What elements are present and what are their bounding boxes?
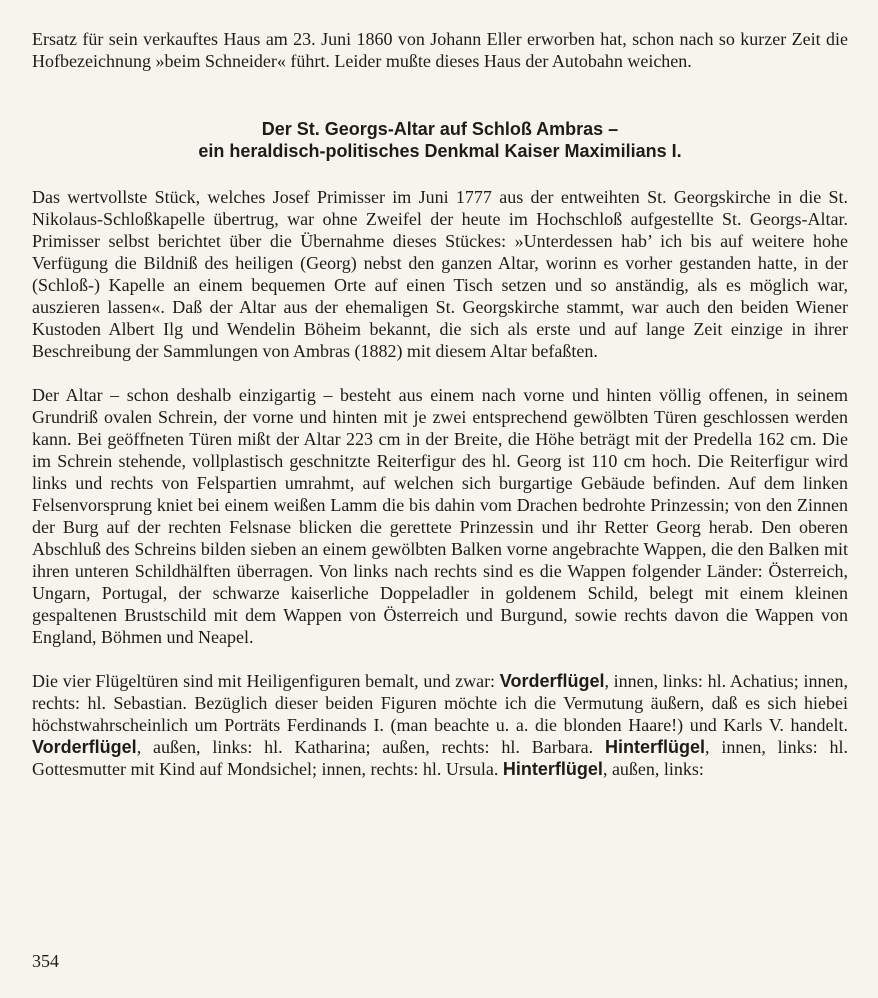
bold-term-hinterfluegel-2: Hinterflügel	[502, 759, 603, 779]
bold-term-hinterfluegel-1: Hinterflügel	[605, 737, 706, 757]
paragraph-2: Der Altar – schon deshalb einzigartig – besteht aus einem nach vorne und hinten völlig offenen, in seinem Grundriß ovalen Schrein, der vorne und hinten mit je zwei entsprechend gewölbten Türen geschlossen werden kann. Bei geöffneten Türen mißt der Altar 223 cm in der Breite, die Höhe beträgt mit der Predella 162 cm. Die im Schrein stehende, vollplastisch geschnitzte Reiterfigur des hl. Georg ist 110 cm hoch. Die Reiterfigur wird links und rechts von Felspartien umrahmt, auf welchen sich burgartige Gebäude befinden. Auf dem linken Felsenvorsprung kniet bei einem weißen Lamm die bis dahin vom Drachen bedrohte Prinzessin; von den Zinnen der Burg auf der rechten Felsnase blicken die gerettete Prinzessin und ihr Retter Georg herab. Den oberen Abschluß des Schreins bilden sieben an einem gewölbten Balken vorne angebrachte Wappen, die den Balken mit ihren unteren Schildhälften überragen. Von links nach rechts sind es die Wappen folgender Länder: Österreich, Ungarn, Portugal, der schwarze kaiserliche Doppeladler in goldenem Schild, belegt mit einem kleinen gespaltenen Brustschild mit dem Wappen von Österreich und Burgund, sowie rechts davon die Wappen von England, Böhmen und Neapel.	[32, 385, 848, 647]
bold-term-vorderfluegel-1: Vorderflügel	[499, 671, 605, 691]
intro-paragraph: Ersatz für sein verkauftes Haus am 23. Juni 1860 von Johann Eller erworben hat, schon nach so kurzer Zeit die Hofbezeichnung »beim Schneider« führt. Leider mußte dieses Haus der Autobahn weichen.	[32, 29, 848, 71]
heading-line-1: Der St. Georgs-Altar auf Schloß Ambras –	[261, 119, 619, 139]
paragraph-3-text-5: , außen, links:	[602, 759, 704, 779]
heading-line-2: ein heraldisch-politisches Denkmal Kaiser Maximilians I.	[198, 141, 682, 161]
paragraph-3-text-2: , innen, links: hl. Achatius; innen, rechts: hl. Sebastian. Bezüglich dieser beiden Figuren möchte ich die Vermutung äußern, daß es sich hiebei höchstwahrscheinlich um Porträts Ferdinands I. (man beachte u. a. die blonden Haare!) und Karls V. handelt.	[32, 671, 848, 735]
paragraph-3-text-1: Die vier Flügeltüren sind mit Heiligenfiguren bemalt, und zwar:	[32, 671, 500, 691]
paragraph-3	[32, 670, 848, 780]
paragraph-3-text-3: , außen, links: hl. Katharina; außen, rechts: hl. Barbara.	[136, 737, 606, 757]
paragraph-1: Das wertvollste Stück, welches Josef Primisser im Juni 1777 aus der entweihten St. Georgskirche in die St. Nikolaus-Schloßkapelle übertrug, war ohne Zweifel der heute im Hochschloß aufgestellte St. Georgs-Altar. Primisser selbst berichtet über die Übernahme dieses Stückes: »Unterdessen hab’ ich bis auf weitere hohe Verfügung die Bildniß des heiligen (Georg) nebst den ganzen Altar, worinn es vorher gestanden hatte, in der (Schloß-) Kapelle an einem bequemen Orte auf einen Tisch setzen und so anständig, als es möglich war, auszieren lassen«. Daß der Altar aus der ehemaligen St. Georgskirche stammt, war auch den beiden Wiener Kustoden Albert Ilg und Wendelin Böheim bekannt, die sich als erste und auf lange Zeit einzige in ihrer Beschreibung der Sammlungen von Ambras (1882) mit diesem Altar befaßten.	[32, 187, 848, 361]
bold-term-vorderfluegel-2: Vorderflügel	[32, 737, 137, 757]
page-number: 354	[32, 951, 59, 971]
paragraph-3-text-4: , innen, links: hl. Gottesmutter mit Kind auf Mondsichel; innen, rechts: hl. Ursula.	[32, 737, 849, 779]
section-heading	[32, 118, 848, 162]
